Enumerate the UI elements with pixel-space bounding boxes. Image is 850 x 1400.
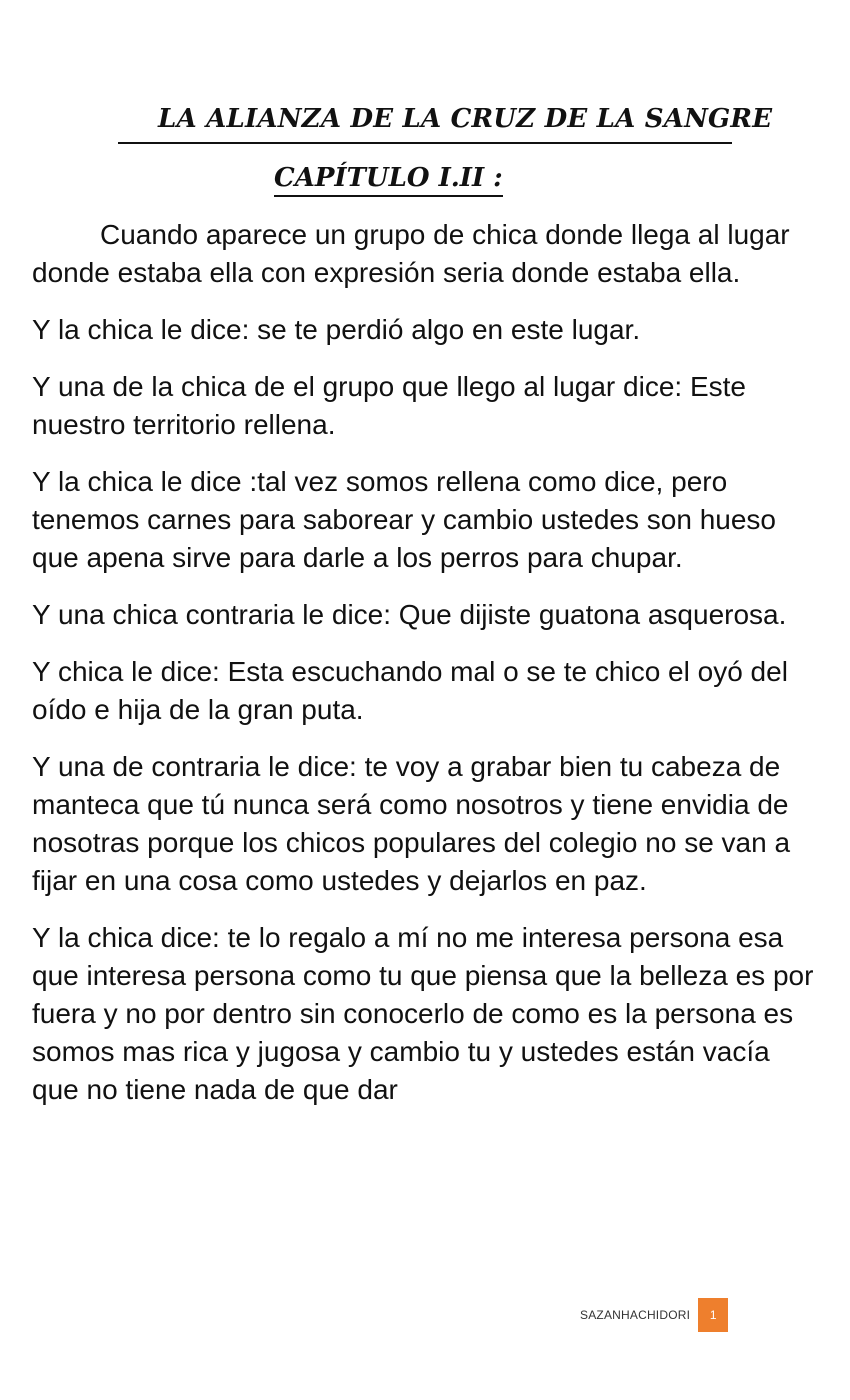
paragraph: Y una de contraria le dice: te voy a grabar bien tu cabeza de manteca que tú nunca será como nosotros y tiene envidia de nosotras porque los chicos populares del colegio no se van a fijar en una cosa como ustedes y dejarlos en paz. [32, 751, 791, 896]
paragraph: Y una chica contraria le dice: Que dijiste guatona asquerosa. [32, 599, 787, 630]
chapter-heading: CAPÍTULO I.II : [274, 161, 503, 197]
paragraph: Y la chica le dice: se te perdió algo en este lugar. [32, 314, 641, 345]
paragraph: Y la chica dice: te lo regalo a mí no me interesa persona esa que interesa persona como tu que piensa que la belleza es por fuera y no por dentro sin conocerlo de como es la persona es somos mas rica y jugosa y cambio tu y ustedes están vacía que no tiene nada de que dar [32, 922, 814, 1105]
document-title: LA ALIANZA DE LA CRUZ DE LA SANGRE [158, 104, 773, 134]
footer-author: SAZANHACHIDORI [580, 1308, 691, 1322]
paragraph: Y la chica le dice :tal vez somos rellena como dice, pero tenemos carnes para saborear y cambio ustedes son hueso que apena sirve para darle a los perros para chupar. [32, 466, 776, 573]
paragraph: Y chica le dice: Esta escuchando mal o se te chico el oyó del oído e hija de la gran puta. [32, 656, 788, 725]
paragraph: Cuando aparece un grupo de chica donde llega al lugar donde estaba ella con expresión seria donde estaba ella. [32, 219, 790, 288]
paragraph: Y una de la chica de el grupo que llego al lugar dice: Este nuestro territorio rellena. [32, 371, 746, 440]
page-number-badge: 1 [698, 1298, 728, 1332]
document-body [32, 216, 822, 1128]
page-footer [580, 1298, 728, 1332]
